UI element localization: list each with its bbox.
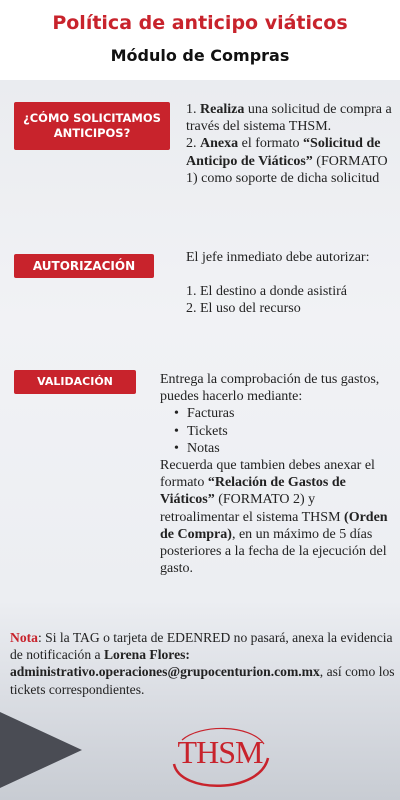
play-triangle-icon bbox=[0, 712, 82, 788]
request-steps bbox=[186, 101, 396, 187]
step-text: (FORMATO 1) como soporte de dicha solicitud bbox=[186, 153, 388, 186]
authorization-item-1: 1. El destino a donde asistirá bbox=[186, 284, 347, 300]
note-text: : Si la TAG o tarjeta de EDENRED no pasará, anexa la evidencia de notificación a bbox=[10, 630, 393, 663]
page-subtitle: Módulo de Compras bbox=[110, 46, 290, 65]
authorization-intro: El jefe inmediato debe autorizar: bbox=[186, 250, 370, 265]
spacer bbox=[186, 266, 396, 283]
request-badge-line2: ANTICIPOS? bbox=[53, 126, 131, 140]
authorization-item-2: 2. El uso del recurso bbox=[186, 301, 301, 317]
step-text: el formato bbox=[238, 136, 304, 152]
validation-badge: VALIDACIÓN bbox=[14, 370, 136, 394]
list-item: • Facturas bbox=[174, 405, 396, 422]
instruction-text: (FORMATO 2) y retroalimentar el sistema THSM bbox=[160, 492, 345, 525]
note bbox=[10, 629, 395, 698]
list-item: • Tickets bbox=[174, 423, 396, 440]
note-label: Nota bbox=[10, 630, 38, 645]
validation-bullets bbox=[160, 405, 396, 457]
instruction-text: , en un máximo de 5 días posteriores a la fecha de la ejecución del gasto. bbox=[160, 526, 387, 577]
note-contact: Lorena Flores: administrativo.operaciones@grupocenturion.com.mx bbox=[10, 647, 320, 680]
header bbox=[0, 0, 400, 80]
format-name: “Solicitud de Anticipo de Viáticos” bbox=[186, 136, 381, 169]
request-step-2 bbox=[186, 135, 396, 187]
format-name: “Relación de Gastos de Viáticos” bbox=[160, 475, 346, 508]
step-text: una solicitud de compra a través del sistema THSM. bbox=[186, 102, 392, 135]
instruction-text: Recuerda que tambien debes anexar el formato bbox=[160, 458, 375, 491]
order-name: (Orden de Compra) bbox=[160, 509, 388, 542]
step-action: Realiza bbox=[200, 102, 245, 117]
step-number: 1. bbox=[186, 102, 200, 117]
step-number: 2. bbox=[186, 136, 200, 152]
page-title: Política de anticipo viáticos bbox=[52, 12, 348, 34]
authorization-text bbox=[186, 249, 396, 318]
logo-text: THSM bbox=[177, 734, 263, 770]
authorization-badge: AUTORIZACIÓN bbox=[14, 254, 154, 278]
list-item: • Notas bbox=[174, 440, 396, 457]
validation-text bbox=[160, 371, 396, 577]
validation-instructions bbox=[160, 457, 396, 577]
request-step-1 bbox=[186, 101, 396, 135]
validation-intro: Entrega la comprobación de tus gastos, puedes hacerlo mediante: bbox=[160, 372, 380, 405]
step-action: Anexa bbox=[200, 136, 239, 152]
request-badge-line1: ¿CÓMO SOLICITAMOS bbox=[23, 111, 161, 125]
note-text: , así como los tickets correspondientes. bbox=[10, 664, 395, 697]
request-badge bbox=[14, 102, 170, 150]
thsm-logo bbox=[160, 722, 280, 792]
